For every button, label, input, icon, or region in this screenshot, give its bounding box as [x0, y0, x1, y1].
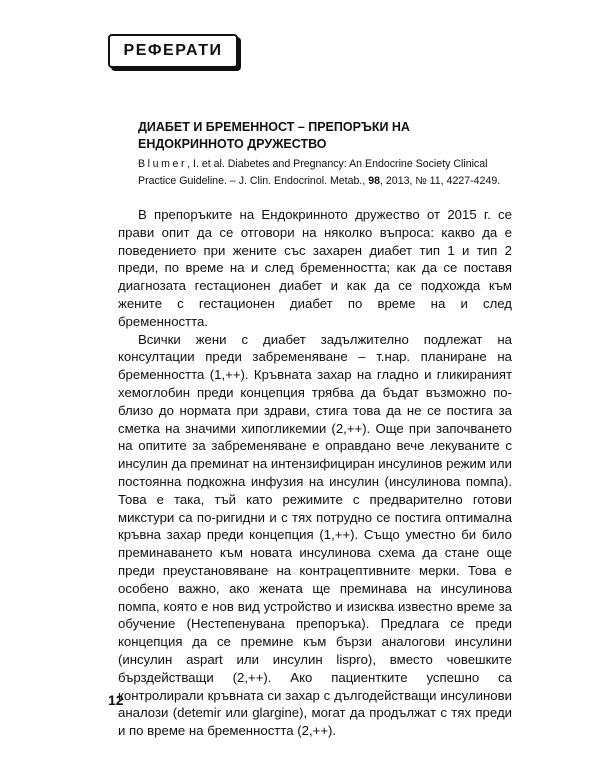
- page-number: 12: [108, 692, 124, 708]
- section-label-text: РЕФЕРАТИ: [123, 42, 223, 59]
- section-label: [108, 34, 238, 68]
- paragraph: В препоръките на Ендокринното дружество от 2015 г. се прави опит да се отговори на няколко въпроса: какво да е поведението при жените със захарен диабет тип 1 и тип 2 преди, по време на и след бременността; как да се поставя диагнозата гестационен диабет и как да се подхожда към жените с гестационен диабет по време на и след бременността.: [118, 207, 512, 329]
- citation-author: Blumer: [138, 158, 188, 170]
- paragraph: Всички жени с диабет задължително подлежат на консултации преди забременяване – т.нар. планиране на бременността (1,++). Кръвната захар на гладно и гликираният хемоглобин преди концепция трябва да бъдат възможно по-близо до нормата при здрави, стига това да не се постига за сметка на значими хипогликемии (2,++). Още при започването на опитите за забременяване е оправдано вече лекуваните с инсулин да преминат на интензифициран инсулинов режим или постоянна подкожна инфузия на инсулин (инсулинова помпа). Това е така, тъй като режимите с предварително готови микстури са по-ригидни и с тях потрудно се постига оптимална кръвна захар преди концепция (1,++). Също уместно би било преминаването към новата инсулинова схема да стане още преди преустановяване на контрацептивните мерки. Това е особено важно, ако жената ще преминава на инсулинова помпа, която е нов вид устройство и изисква известно време за обучение (Нестепенувана препоръка). Предлага се преди концепция да се премине към бързи аналогови инсулини (инсулин aspart или инсулин lispro), вместо човешките бърздействащи (2,++). Ако пациентките успешно са контролирали кръвната си захар с дългодействащи инсулинови аналози (detemir или glargine), могат да продължат с тях преди и по време на бременността (2,++).: [118, 331, 512, 739]
- citation: [138, 156, 513, 189]
- article-title: ДИАБЕТ И БРЕМЕННОСТ – ПРЕПОРЪКИ НА ЕНДОКРИННОТО ДРУЖЕСТВО: [138, 120, 410, 151]
- citation-volume: 98: [368, 174, 381, 187]
- article-body: [118, 206, 512, 740]
- citation-rest: , I. et al. Diabetes and Pregnancy: An Endocrine Society Clinical Practice Guideline. – J. Clin. Endocrinol. Metab.,: [138, 158, 488, 187]
- citation-details: , 2013, № 11, 4227-4249.: [380, 174, 501, 187]
